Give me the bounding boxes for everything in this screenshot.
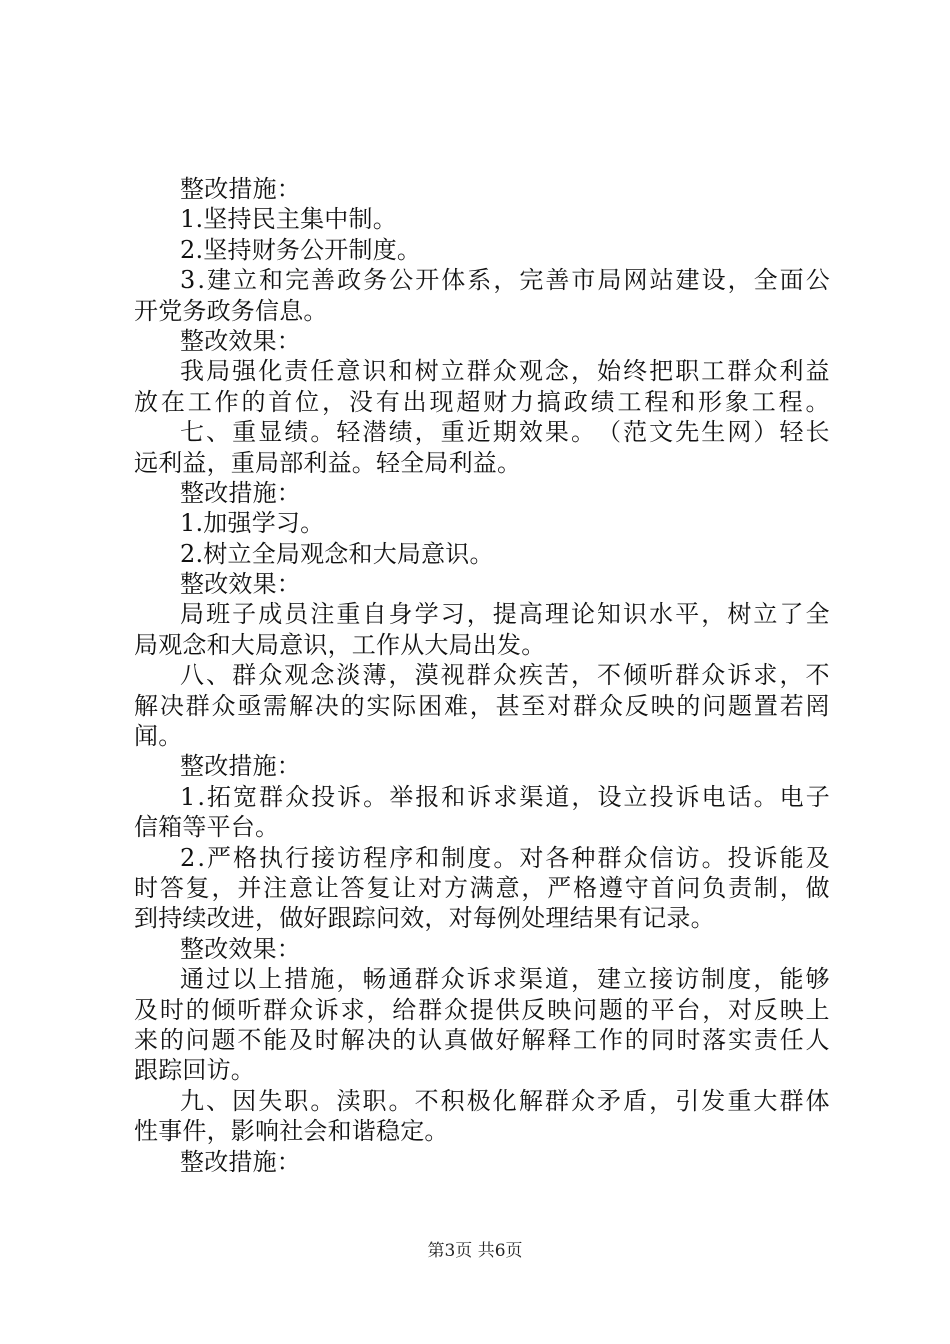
text-line: 到持续改进，做好跟踪问效，对每例处理结果有记录。 bbox=[134, 904, 715, 933]
text-line: 局 班 子 成 员 注 重 自 身 学 习 ， 提 高 理 论 知 识 水 平 ， 树 立 了 全 bbox=[180, 600, 830, 629]
text-line: 整改措施： bbox=[180, 752, 301, 781]
text-line: 2.坚持财务公开制度。 bbox=[180, 235, 422, 264]
text-line: 整改措施： bbox=[180, 1147, 301, 1176]
page-footer: 第3页 共6页 bbox=[427, 1241, 523, 1261]
text-line: 整改措施： bbox=[180, 175, 301, 203]
text-line: 整改效果： bbox=[180, 934, 301, 963]
text-line: 九 、 因 失 职 。 渎 职 。 不 积 极 化 解 群 众 矛 盾 ， 引 发 重 大 群 体 bbox=[180, 1086, 830, 1115]
text-line: 1.加强学习。 bbox=[180, 509, 325, 538]
text-line: 七 、 重 显 绩 。 轻 潜 绩 ， 重 近 期 效 果 。 （ 范 文 先 生 网 ） 轻 长 bbox=[180, 418, 830, 447]
text-line: 2 . 严 格 执 行 接 访 程 序 和 制 度 。 对 各 种 群 众 信 访 。 投 诉 能 及 bbox=[180, 843, 830, 872]
text-line: 整改措施： bbox=[180, 478, 301, 507]
text-line: 2.树立全局观念和大局意识。 bbox=[180, 539, 494, 568]
text-line: 开党务政务信息。 bbox=[134, 296, 328, 325]
text-line: 1 . 拓 宽 群 众 投 诉 。 举 报 和 诉 求 渠 道 ， 设 立 投 诉 电 话 。 电 子 bbox=[180, 782, 830, 811]
text-line: 远利益，重局部利益。轻全局利益。 bbox=[134, 448, 522, 477]
text-line: 跟踪回访。 bbox=[134, 1056, 255, 1085]
text-line: 整改效果： bbox=[180, 570, 301, 599]
text-line: 整改效果： bbox=[180, 326, 301, 355]
text-line: 局观念和大局意识，工作从大局出发。 bbox=[134, 630, 546, 659]
document-body bbox=[134, 174, 830, 1177]
text-line: 放 在 工 作 的 首 位 ， 没 有 出 现 超 财 力 搞 政 绩 工 程 和 形 象 工 程 。 bbox=[134, 387, 830, 416]
text-line: 解 决 群 众 亟 需 解 决 的 实 际 困 难 ， 甚 至 对 群 众 反 映 的 问 题 置 若 罔 bbox=[134, 691, 830, 720]
text-line: 及 时 的 倾 听 群 众 诉 求 ， 给 群 众 提 供 反 映 问 题 的 平 台 ， 对 反 映 上 bbox=[134, 995, 830, 1024]
text-line: 信箱等平台。 bbox=[134, 813, 280, 842]
text-line: 通 过 以 上 措 施 ， 畅 通 群 众 诉 求 渠 道 ， 建 立 接 访 制 度 ， 能 够 bbox=[180, 965, 830, 994]
text-line: 3 . 建 立 和 完 善 政 务 公 开 体 系 ， 完 善 市 局 网 站 建 设 ， 全 面 公 bbox=[180, 266, 830, 295]
text-line: 来 的 问 题 不 能 及 时 解 决 的 认 真 做 好 解 释 工 作 的 同 时 落 实 责 任 人 bbox=[134, 1025, 830, 1054]
text-line: 时 答 复 ， 并 注 意 让 答 复 让 对 方 满 意 ， 严 格 遵 守 首 问 负 责 制 ， 做 bbox=[134, 873, 830, 902]
text-line: 闻。 bbox=[134, 722, 183, 751]
text-line: 八 、 群 众 观 念 淡 薄 ， 漠 视 群 众 疾 苦 ， 不 倾 听 群 众 诉 求 ， 不 bbox=[180, 661, 830, 690]
text-line: 1.坚持民主集中制。 bbox=[180, 205, 397, 234]
text-line: 性事件，影响社会和谐稳定。 bbox=[134, 1117, 449, 1146]
text-line: 我 局 强 化 责 任 意 识 和 树 立 群 众 观 念 ， 始 终 把 职 工 群 众 利 益 bbox=[180, 357, 830, 386]
